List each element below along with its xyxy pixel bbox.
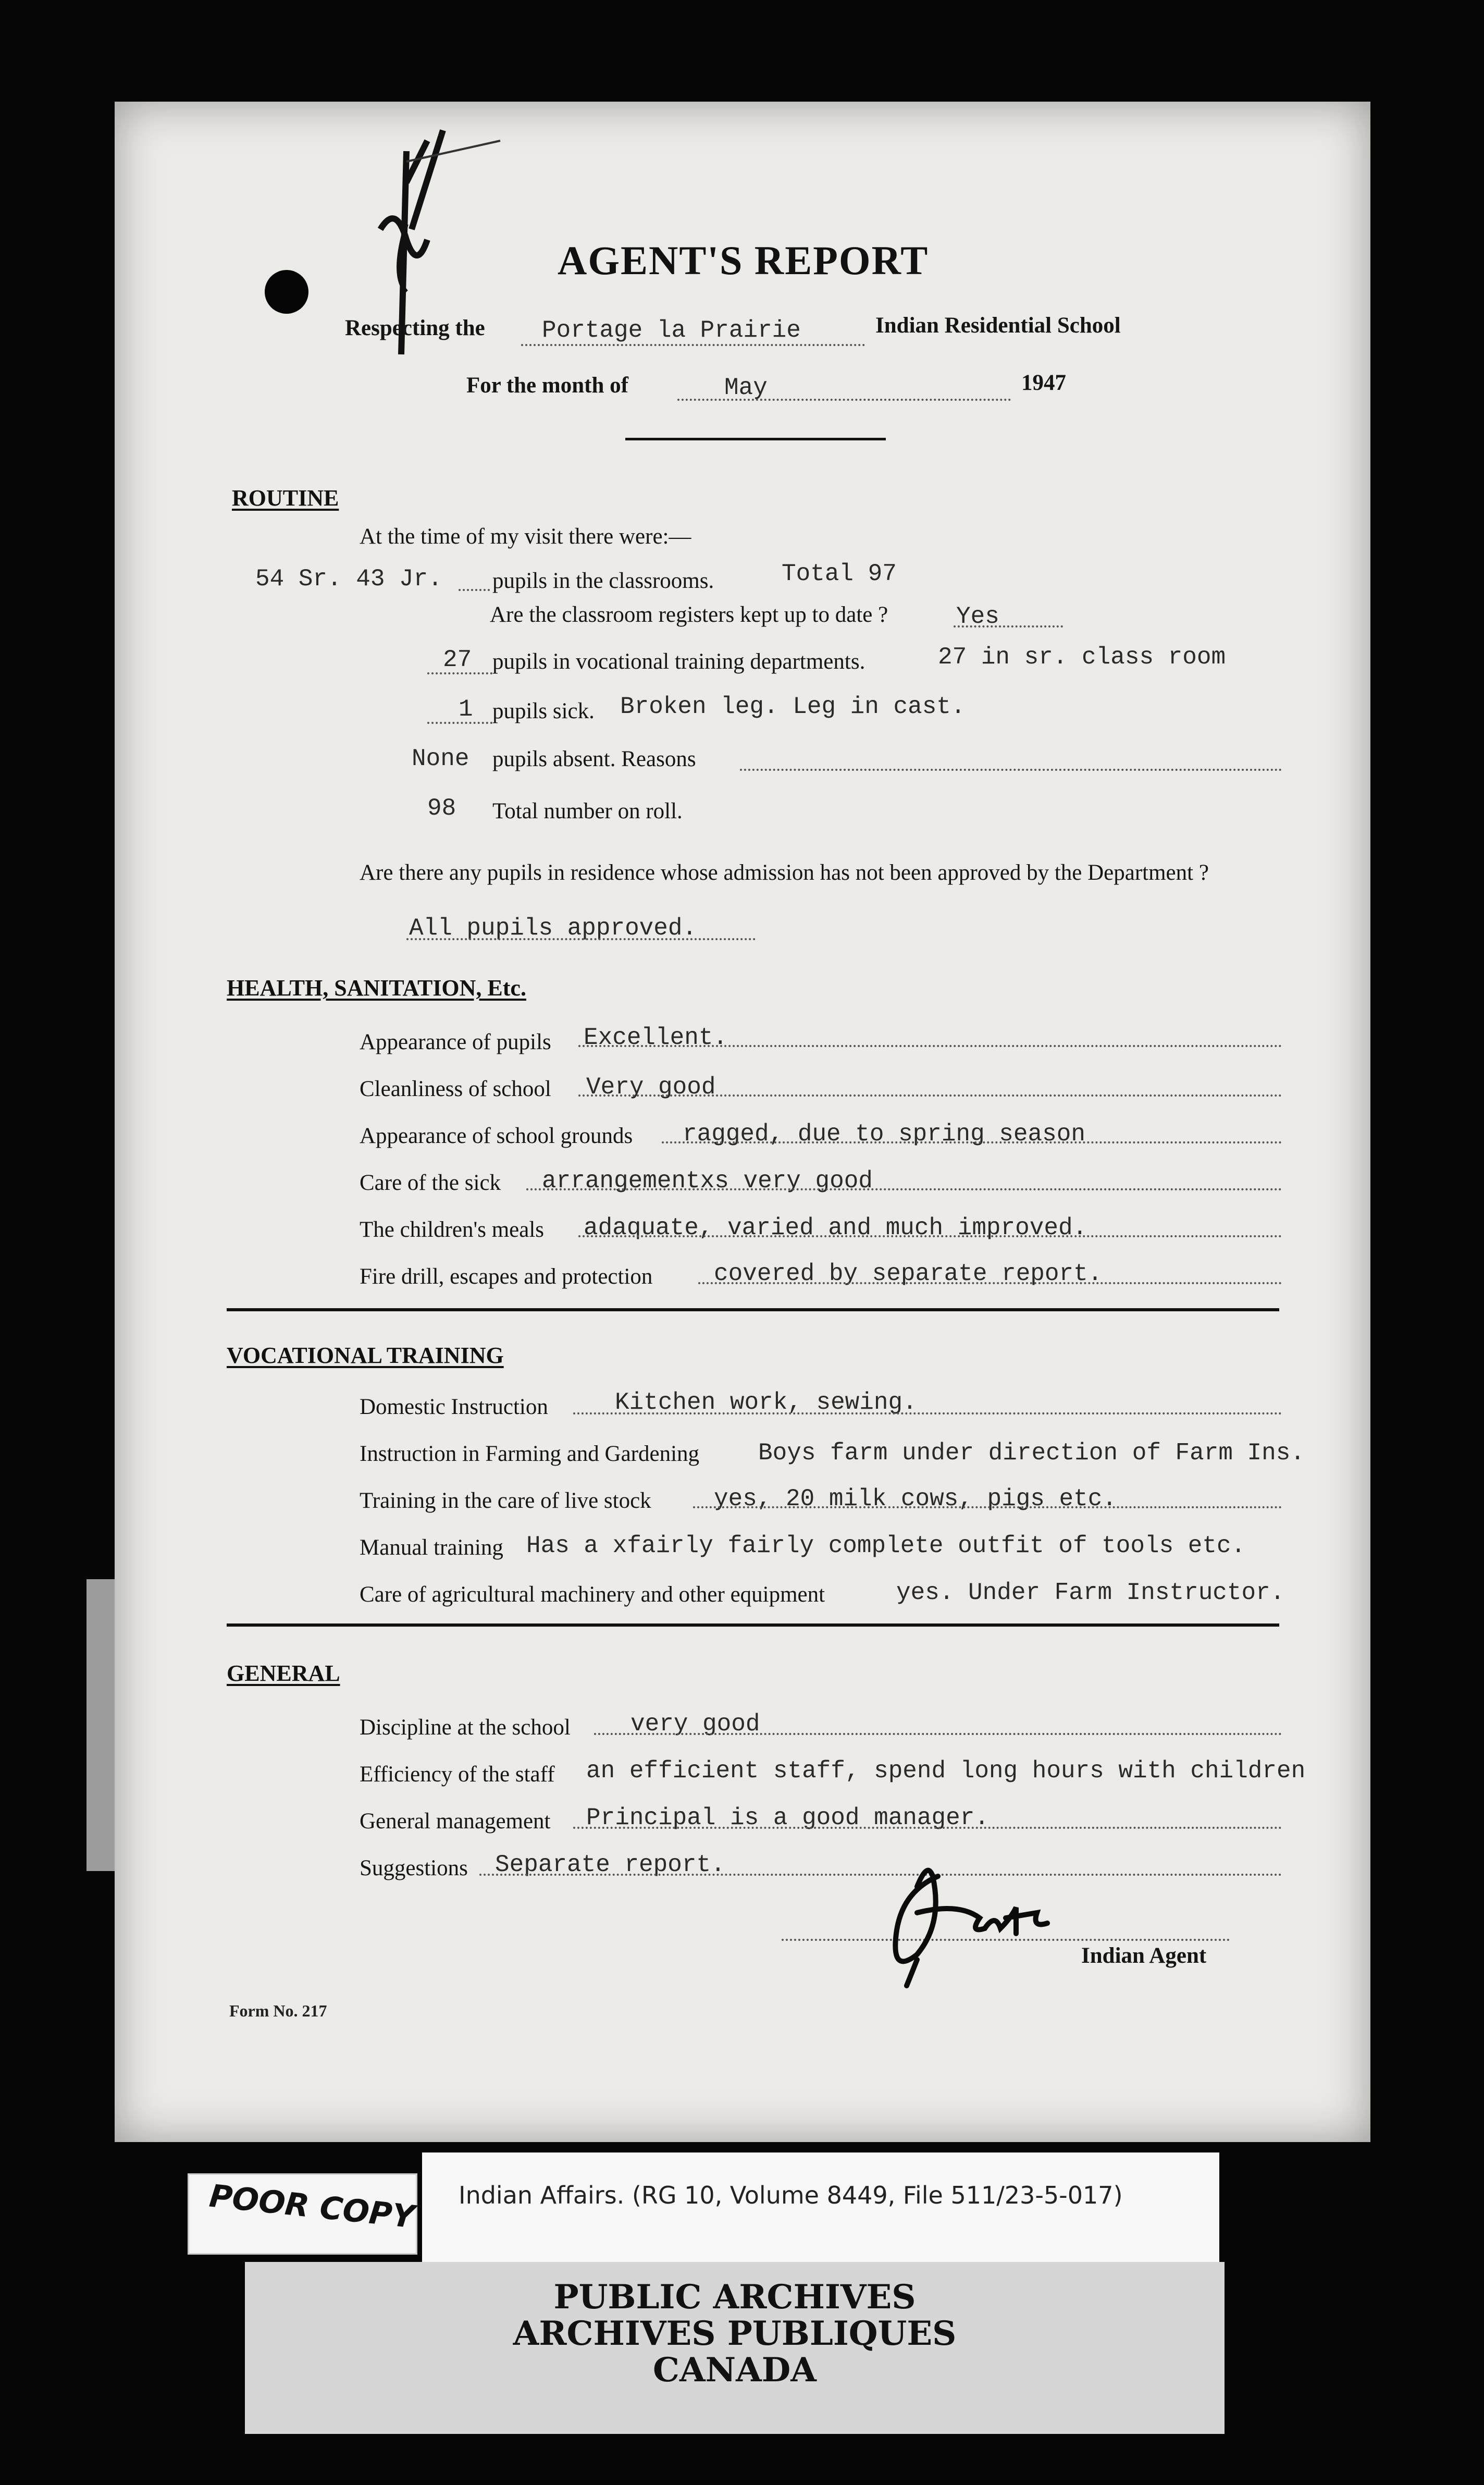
routine-intro: At the time of my visit there were:— <box>360 524 691 549</box>
gen-label-3: General management <box>360 1809 551 1834</box>
respecting-label: Respecting the <box>345 316 485 340</box>
archive-citation: Indian Affairs. (RG 10, Volume 8449, File 511/23-5-017) <box>459 2181 1123 2209</box>
gen-value-3: Principal is a good manager. <box>586 1804 989 1831</box>
registers-dotted-line <box>954 625 1063 628</box>
admission-answer: All pupils approved. <box>409 915 697 942</box>
health-dots-4 <box>526 1188 1282 1190</box>
gen-value-4: Separate report. <box>495 1851 725 1878</box>
registers-value: Yes <box>956 603 999 630</box>
health-dots-5 <box>578 1235 1282 1237</box>
vocational-heading: VOCATIONAL TRAINING <box>227 1343 504 1368</box>
health-value-1: Excellent. <box>584 1024 728 1051</box>
general-heading: GENERAL <box>227 1660 340 1686</box>
classrooms-total: Total 97 <box>782 560 897 587</box>
health-label-5: The children's meals <box>360 1217 545 1242</box>
school-name: Portage la Prairie <box>542 317 801 344</box>
header-divider <box>625 438 886 440</box>
classrooms-value: 54 Sr. 43 Jr. <box>255 565 442 593</box>
sick-label: pupils sick. <box>492 699 595 723</box>
health-label-3: Appearance of school grounds <box>360 1124 633 1148</box>
health-value-5: adaquate, varied and much improved. <box>584 1214 1087 1241</box>
school-dotted-line <box>521 344 865 346</box>
voc-label-2: Instruction in Farming and Gardening <box>360 1442 700 1466</box>
admission-question: Are there any pupils in residence whose admission has not been approved by the Department ? <box>360 860 1209 885</box>
school-type-label: Indian Residential School <box>875 313 1121 338</box>
gen-value-1: very good <box>630 1711 760 1738</box>
gen-label-1: Discipline at the school <box>360 1715 571 1740</box>
voc-label-4: Manual training <box>360 1535 503 1560</box>
classrooms-label: pupils in the classrooms. <box>492 569 714 593</box>
gen-dots-1 <box>594 1733 1282 1735</box>
poor-copy-text: POOR COPY <box>207 2178 417 2236</box>
gen-label-2: Efficiency of the staff <box>360 1762 555 1787</box>
health-dots-2 <box>578 1094 1282 1097</box>
vocational-note: 27 in sr. class room <box>938 644 1226 671</box>
voc-value-5: yes. Under Farm Instructor. <box>896 1579 1285 1606</box>
gen-value-2: an efficient staff, spend long hours with children <box>586 1757 1306 1785</box>
voc-label-1: Domestic Instruction <box>360 1395 548 1419</box>
voc-value-3: yes, 20 milk cows, pigs etc. <box>714 1485 1117 1512</box>
year-value: 1947 <box>1021 371 1066 395</box>
page-title: AGENT'S REPORT <box>558 238 929 283</box>
absent-value: None <box>412 745 469 772</box>
health-value-4: arrangementxs very good <box>542 1167 873 1195</box>
health-value-3: ragged, due to spring season <box>683 1121 1085 1148</box>
health-dots-6 <box>698 1282 1282 1284</box>
health-divider <box>227 1308 1279 1311</box>
stamp-line-1: PUBLIC ARCHIVES <box>553 2278 916 2317</box>
health-dots-1 <box>578 1045 1282 1047</box>
sick-value: 1 <box>459 696 473 723</box>
sick-note: Broken leg. Leg in cast. <box>620 693 966 720</box>
citation-label-box <box>422 2152 1219 2278</box>
health-dots-3 <box>662 1141 1282 1143</box>
voc-dots-3 <box>693 1506 1282 1508</box>
roll-value: 98 <box>427 795 456 822</box>
voc-dots-1 <box>573 1412 1282 1414</box>
signature-icon <box>860 1855 1084 1991</box>
classrooms-dotted-line <box>459 589 490 591</box>
voc-label-5: Care of agricultural machinery and other equipment <box>360 1582 825 1607</box>
health-value-2: Very good <box>586 1074 716 1101</box>
roll-label: Total number on roll. <box>492 799 683 823</box>
admission-dotted-line <box>406 938 756 940</box>
registers-label: Are the classroom registers kept up to date ? <box>490 602 888 627</box>
health-label-6: Fire drill, escapes and protection <box>360 1264 653 1289</box>
health-label-1: Appearance of pupils <box>360 1030 551 1054</box>
health-label-2: Cleanliness of school <box>360 1077 551 1101</box>
poor-copy-note <box>188 2173 417 2255</box>
stamp-line-2: ARCHIVES PUBLIQUES <box>513 2314 957 2353</box>
voc-value-2: Boys farm under direction of Farm Ins. <box>758 1440 1305 1467</box>
health-label-4: Care of the sick <box>360 1171 501 1195</box>
gen-dots-3 <box>573 1827 1282 1829</box>
signature-title: Indian Agent <box>1081 1943 1207 1968</box>
stamp-line-3: CANADA <box>653 2351 817 2390</box>
absent-dotted-line <box>740 769 1282 771</box>
health-value-6: covered by separate report. <box>714 1260 1103 1287</box>
health-heading: HEALTH, SANITATION, Etc. <box>227 975 526 1001</box>
voc-value-1: Kitchen work, sewing. <box>615 1389 917 1416</box>
month-value: May <box>724 374 768 401</box>
vocational-label: pupils in vocational training departments. <box>492 649 865 674</box>
vocational-divider <box>227 1623 1279 1627</box>
voc-label-3: Training in the care of live stock <box>360 1488 651 1513</box>
vocational-value: 27 <box>443 646 472 673</box>
gen-label-4: Suggestions <box>360 1856 468 1880</box>
routine-heading: ROUTINE <box>232 485 339 511</box>
form-number: Form No. 217 <box>229 2001 327 2020</box>
absent-label: pupils absent. Reasons <box>492 747 696 771</box>
voc-value-4: Has a xfairly fairly complete outfit of tools etc. <box>526 1532 1246 1559</box>
month-label: For the month of <box>466 373 628 398</box>
